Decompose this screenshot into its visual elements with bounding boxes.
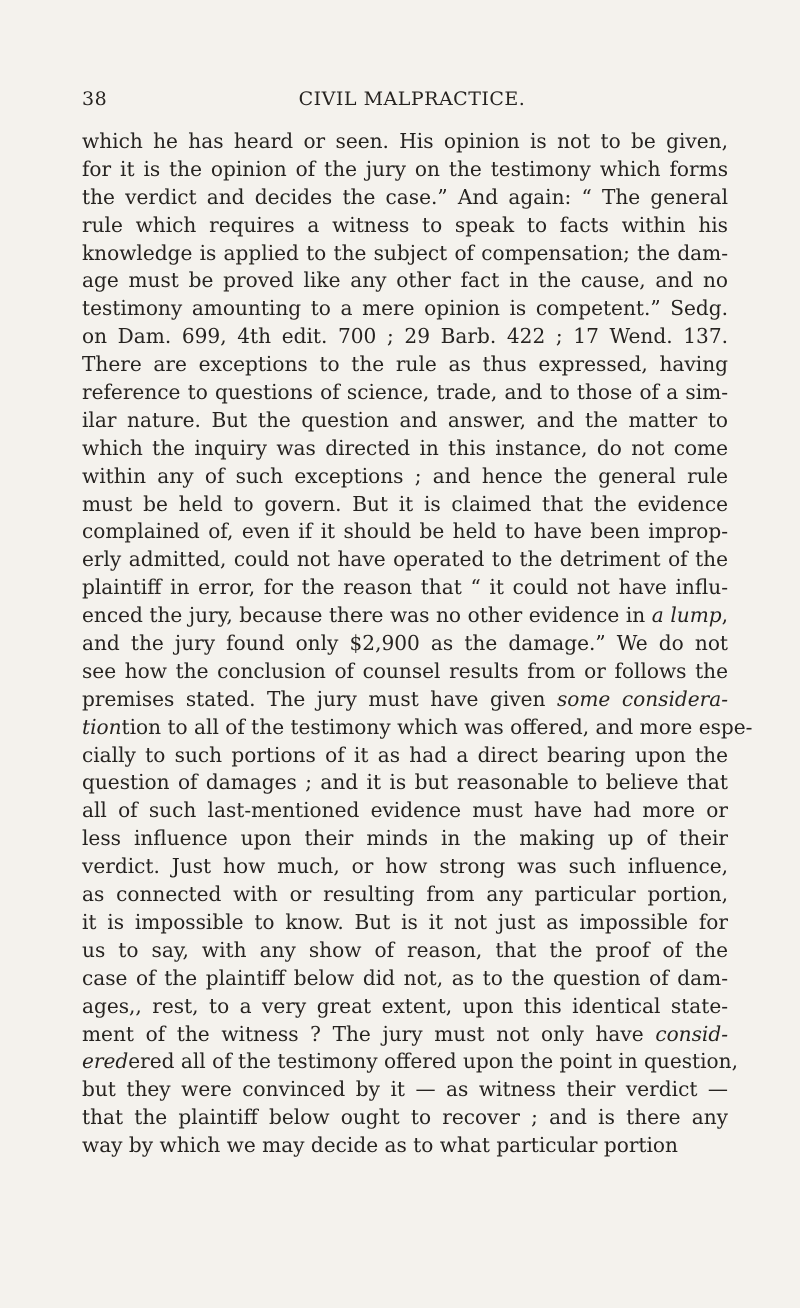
text-line: plaintiff in error, for the reason that “ it could not have influ- (82, 575, 728, 600)
text-line: verdict. Just how much, or how strong was such influence, (82, 854, 728, 879)
text-line: on Dam. 699, 4th edit. 700 ; 29 Barb. 422 ; 17 Wend. 137. (82, 324, 728, 349)
line-text: , (721, 603, 728, 628)
text-line: There are exceptions to the rule as thus expressed, having (82, 352, 728, 377)
text-line: must be held to govern. But it is claimed that the evidence (82, 491, 728, 516)
text-line: cially to such portions of it as had a direct bearing upon the (82, 742, 728, 767)
italic-phrase: ered (82, 1049, 129, 1074)
text-line: case of the plaintiff below did not, as to the question of dam- (82, 965, 728, 990)
text-line: rule which requires a witness to speak to facts within his (82, 212, 728, 237)
text-line: erly admitted, could not have operated to the detriment of the (82, 547, 728, 572)
text-line: which the inquiry was directed in this instance, do not come (82, 435, 728, 460)
line-text: tion to all of the testimony which was offered, and more espe- (121, 714, 753, 739)
line-text: ered all of the testimony offered upon the point in question, (128, 1049, 738, 1074)
italic-phrase: consid- (655, 1021, 728, 1046)
running-title: CIVIL MALPRACTICE. (298, 88, 526, 110)
body-text (82, 128, 753, 1160)
text-line: the verdict and decides the case.” And again: “ The general (82, 184, 728, 209)
text-line: age must be proved like any other fact in the cause, and no (82, 268, 728, 293)
page-header (82, 88, 722, 116)
text-line: all of such last-mentioned evidence must have had more or (82, 798, 728, 823)
text-line: complained of, even if it should be held to have been improp- (82, 519, 728, 544)
text-line: it is impossible to know. But is it not just as impossible for (82, 909, 728, 934)
page-number: 38 (82, 88, 108, 110)
text-line: ilar nature. But the question and answer, and the matter to (82, 407, 728, 432)
text-line: but they were convinced by it — as witness their verdict — (82, 1077, 728, 1102)
text-line: us to say, with any show of reason, that the proof of the (82, 937, 728, 962)
text-line-with-italic (82, 602, 728, 630)
italic-phrase: tion (82, 714, 122, 739)
line-text: premises stated. The jury must have given (82, 686, 557, 711)
text-line: less influence upon their minds in the making up of their (82, 826, 728, 851)
text-line: knowledge is applied to the subject of compensation; the dam- (82, 240, 728, 265)
text-line: testimony amounting to a mere opinion is competent.” Sedg. (82, 296, 728, 321)
text-line: and the jury found only $2,900 as the damage.” We do not (82, 631, 728, 656)
italic-phrase: some considera- (556, 686, 729, 711)
italic-phrase: a lump (651, 603, 722, 628)
text-line: ages,, rest, to a very great extent, upon this identical state- (82, 993, 728, 1018)
text-line: see how the conclusion of counsel results from or follows the (82, 658, 728, 683)
text-line: which he has heard or seen. His opinion is not to be given, (82, 129, 728, 153)
text-line: within any of such exceptions ; and hence the general rule (82, 463, 728, 488)
text-line: way by which we may decide as to what particular portion (82, 1133, 678, 1158)
text-line: as connected with or resulting from any particular portion, (82, 882, 728, 907)
line-text: ment of the witness ? The jury must not only have (82, 1021, 656, 1046)
text-line-with-italic (82, 714, 753, 742)
text-line: for it is the opinion of the jury on the testimony which forms (82, 156, 728, 181)
line-text: enced the jury, because there was no other evidence in (82, 603, 652, 628)
text-line: question of damages ; and it is but reasonable to believe that (82, 770, 728, 795)
text-line-with-italic (82, 1021, 728, 1049)
text-line: that the plaintiff below ought to recover ; and is there any (82, 1105, 728, 1130)
text-line: reference to questions of science, trade, and to those of a sim- (82, 380, 728, 405)
text-line-with-italic (82, 686, 728, 714)
text-line-with-italic (82, 1048, 738, 1076)
